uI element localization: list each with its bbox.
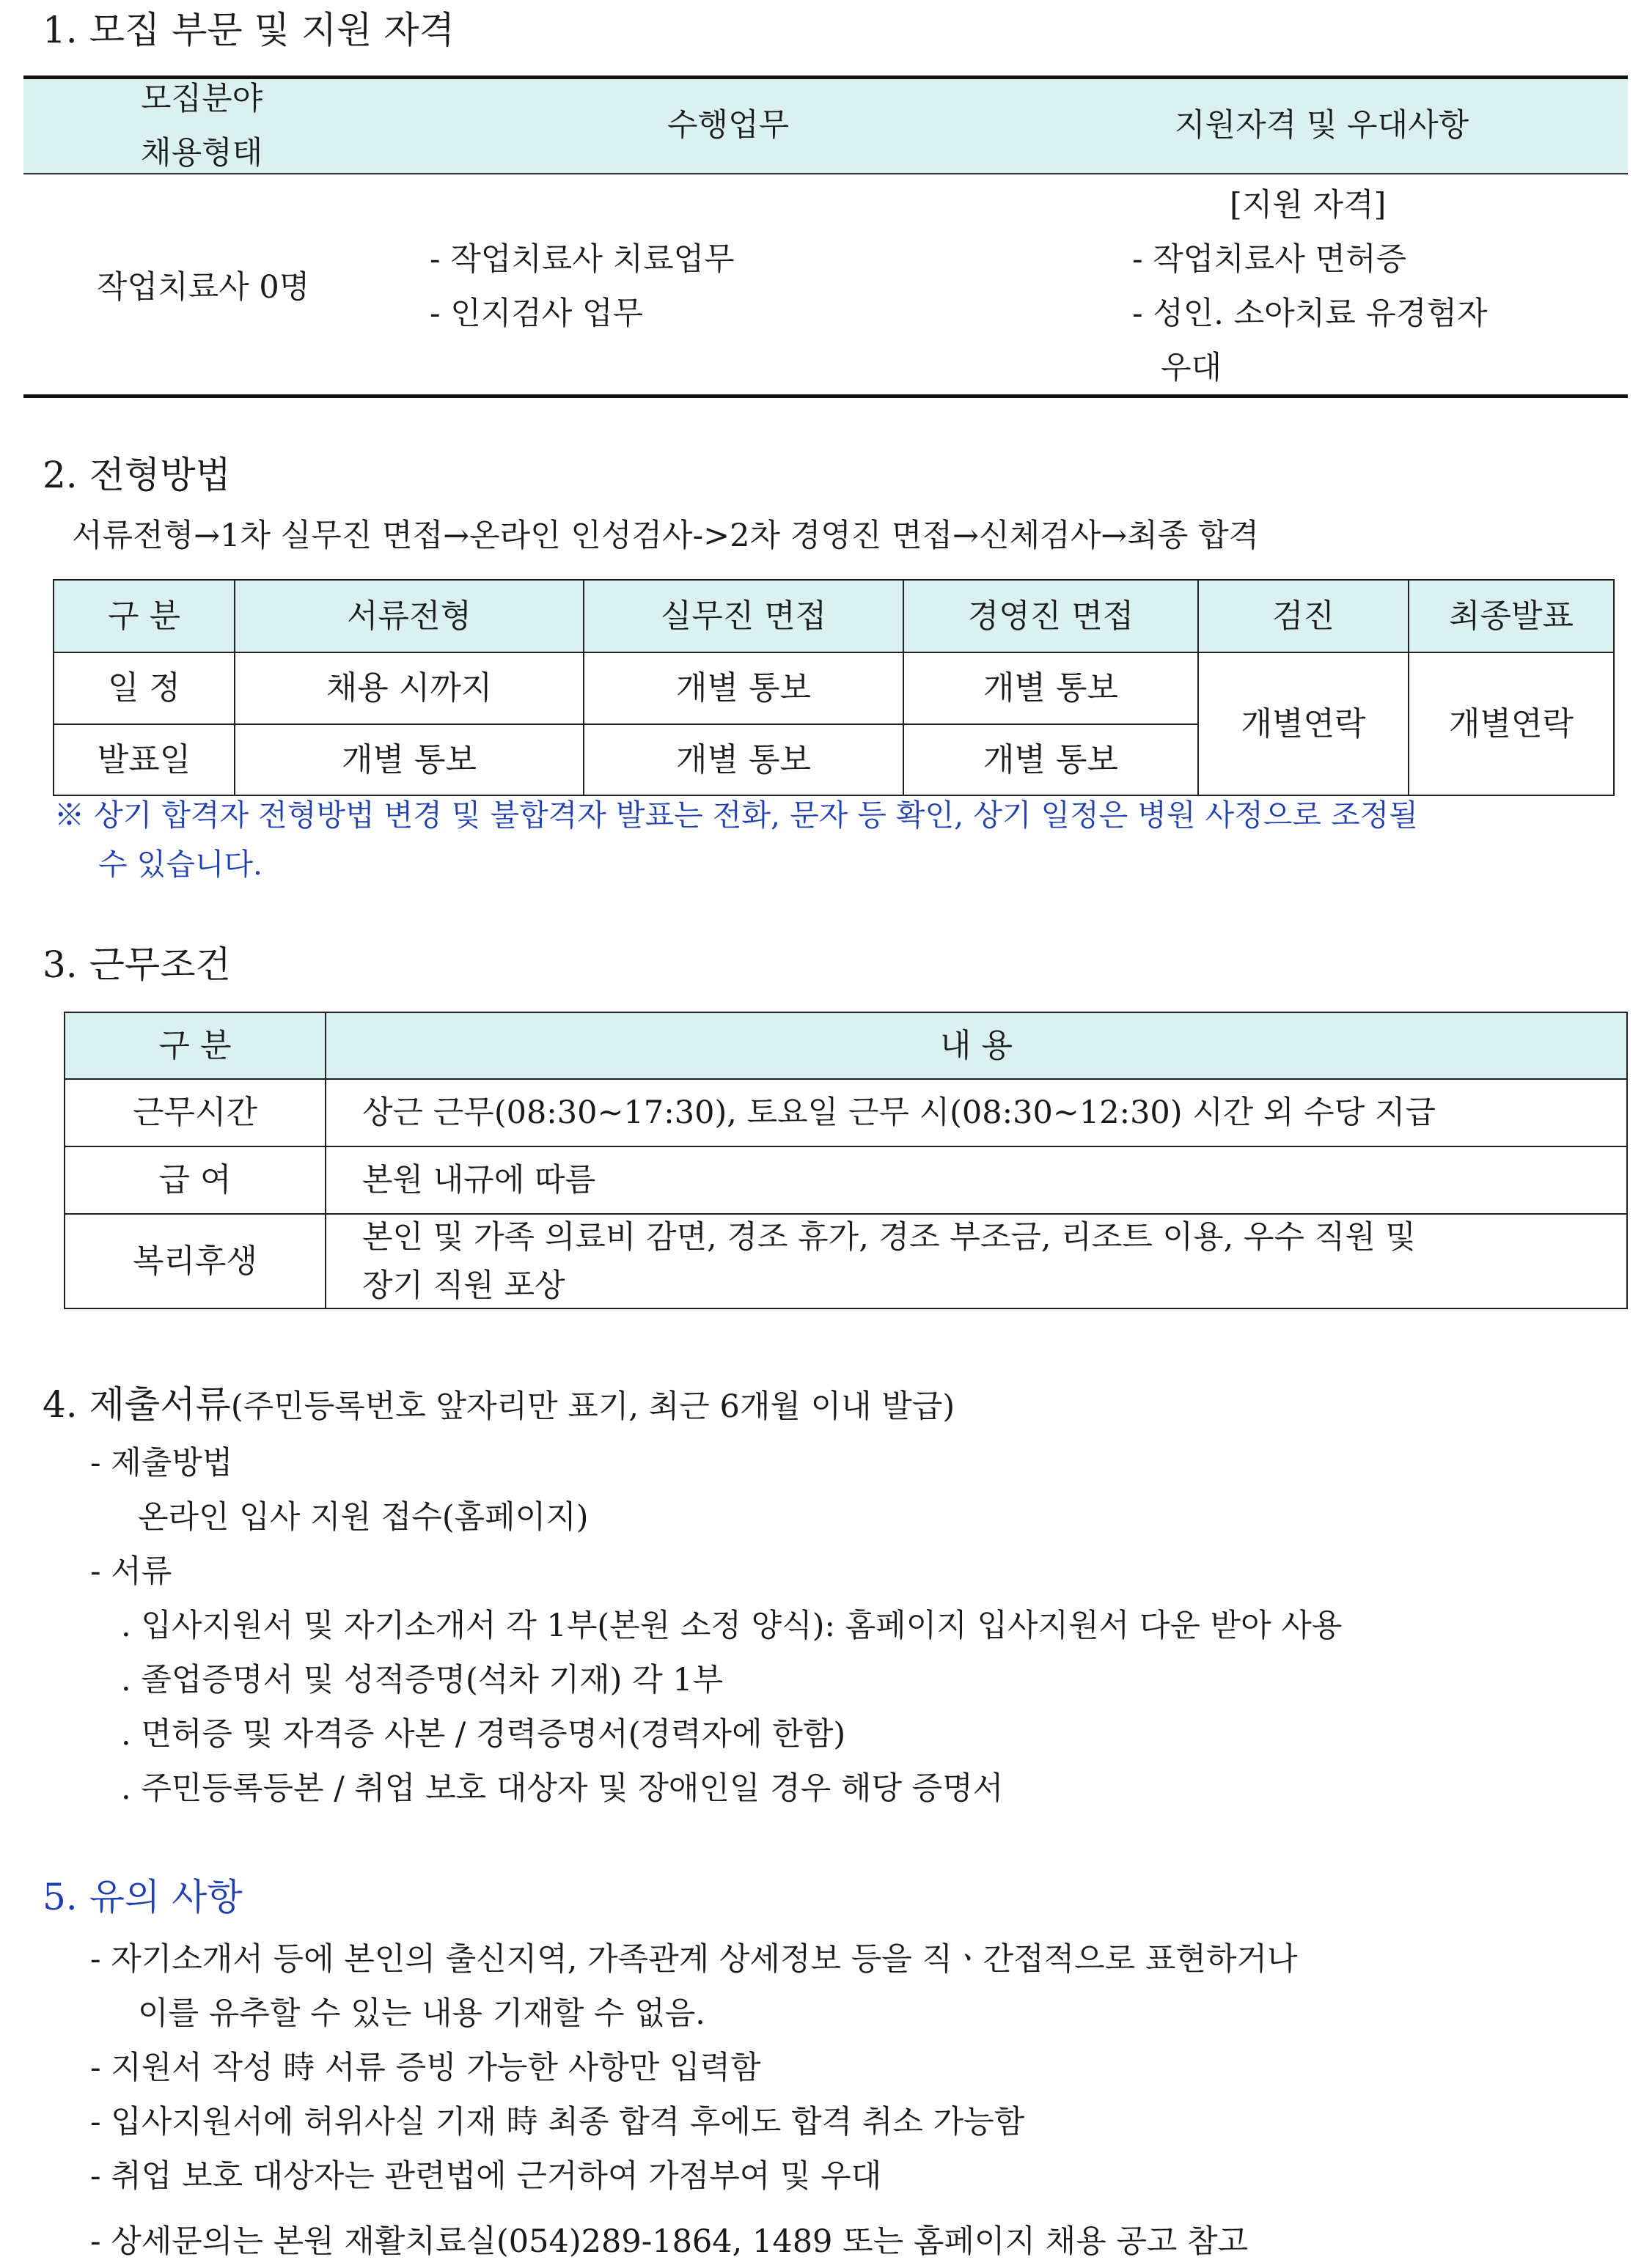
field-cell: 작업치료사 0명 bbox=[97, 269, 310, 306]
schedule-row-label: 일 정 bbox=[108, 669, 180, 707]
qualification-heading: [지원 자격] bbox=[1230, 187, 1387, 224]
section4-title-note: (주민등록번호 앞자리만 표기, 최근 6개월 이내 발급) bbox=[230, 1388, 955, 1425]
notice-item: - 지원서 작성 時 서류 증빙 가능한 사항만 입력함 bbox=[90, 2050, 761, 2086]
schedule-cell: 개별 통보 bbox=[675, 669, 811, 707]
section1-title: 1. 모집 부문 및 지원 자격 bbox=[43, 9, 455, 51]
work-conditions-table bbox=[64, 1012, 1628, 1309]
qualification-item: - 작업치료사 면허증 bbox=[1132, 241, 1407, 278]
notice-item: - 상세문의는 본원 재활치료실(054)289-1864, 1489 또는 홈페이지 채용 공고 참고 bbox=[90, 2223, 1249, 2260]
conditions-row-label: 복리후생 bbox=[132, 1242, 257, 1280]
doc-item: . 면허증 및 자격증 사본 / 경력증명서(경력자에 한함) bbox=[121, 1716, 846, 1753]
schedule-cell: 개별 통보 bbox=[983, 740, 1118, 778]
section5-title: 5. 유의 사항 bbox=[43, 1876, 243, 1918]
conditions-row-content: 본인 및 가족 의료비 감면, 경조 휴가, 경조 부조금, 리조트 이용, 우수 직원 및 bbox=[362, 1219, 1416, 1256]
schedule-cell: 채용 시까지 bbox=[326, 669, 493, 707]
schedule-header-cell: 검진 bbox=[1271, 597, 1335, 635]
conditions-row-content: 본원 내규에 따름 bbox=[362, 1162, 596, 1199]
conditions-header-cell: 내 용 bbox=[940, 1026, 1013, 1064]
notice-item: - 입사지원서에 허위사실 기재 時 최종 합격 후에도 합격 취소 가능함 bbox=[90, 2104, 1025, 2140]
notice-item: - 자기소개서 등에 본인의 출신지역, 가족관계 상세정보 등을 직ㆍ간접적으로 표현하거나 bbox=[90, 1941, 1298, 1978]
method-value: 온라인 입사 지원 접수(홈페이지) bbox=[138, 1499, 589, 1536]
schedule-table bbox=[53, 579, 1615, 796]
conditions-row-label: 근무시간 bbox=[132, 1094, 257, 1131]
table-bottom-rule bbox=[23, 394, 1628, 398]
schedule-cell: 개별 통보 bbox=[341, 740, 477, 778]
header-field-line2: 채용형태 bbox=[141, 135, 263, 172]
schedule-cell: 개별 통보 bbox=[983, 669, 1118, 707]
doc-item: . 졸업증명서 및 성적증명(석차 기재) 각 1부 bbox=[121, 1662, 724, 1698]
final-merged-cell: 개별연락 bbox=[1448, 704, 1574, 743]
notice-item: - 취업 보호 대상자는 관련법에 근거하여 가점부여 및 우대 bbox=[90, 2158, 882, 2195]
section4-heading bbox=[43, 1382, 955, 1429]
notice-item-cont: 이를 유추할 수 있는 내용 기재할 수 없음. bbox=[138, 1995, 705, 2032]
schedule-cell: 개별 통보 bbox=[675, 740, 811, 778]
schedule-row-label: 발표일 bbox=[97, 740, 191, 778]
schedule-header-cell: 구 분 bbox=[108, 597, 180, 635]
qualification-item-cont: 우대 bbox=[1161, 350, 1222, 386]
qualification-item: - 성인. 소아치료 유경험자 bbox=[1132, 295, 1488, 332]
header-qualifications: 지원자격 및 우대사항 bbox=[1175, 107, 1469, 144]
schedule-header-cell: 실무진 면접 bbox=[660, 597, 827, 635]
header-field-line1: 모집분야 bbox=[141, 81, 263, 117]
conditions-row-content-cont: 장기 직원 포상 bbox=[362, 1267, 565, 1304]
docs-label: - 서류 bbox=[90, 1553, 172, 1590]
schedule-note-cont: 수 있습니다. bbox=[98, 847, 263, 882]
schedule-note: ※ 상기 합격자 전형방법 변경 및 불합격자 발표는 전화, 문자 등 확인, 상기 일정은 병원 사정으로 조정될 bbox=[54, 798, 1418, 833]
method-label: - 제출방법 bbox=[90, 1445, 233, 1481]
duty-item: - 작업치료사 치료업무 bbox=[430, 241, 735, 278]
table-header-rule bbox=[23, 173, 1628, 174]
duty-item: - 인지검사 업무 bbox=[430, 295, 644, 332]
conditions-row-content: 상근 근무(08:30~17:30), 토요일 근무 시(08:30~12:30) 시간 외 수당 지급 bbox=[362, 1094, 1436, 1131]
header-duties: 수행업무 bbox=[667, 107, 790, 144]
selection-process: 서류전형→1차 실무진 면접→온라인 인성검사->2차 경영진 면접→신체검사→최종 합격 bbox=[72, 518, 1260, 554]
conditions-row-label: 급 여 bbox=[158, 1161, 232, 1199]
schedule-header-cell: 서류전형 bbox=[346, 597, 471, 635]
schedule-header-cell: 경영진 면접 bbox=[967, 597, 1134, 635]
section3-title: 3. 근무조건 bbox=[43, 943, 231, 986]
doc-item: . 입사지원서 및 자기소개서 각 1부(본원 소정 양식): 홈페이지 입사지원서 다운 받아 사용 bbox=[121, 1608, 1343, 1644]
checkup-merged-cell: 개별연락 bbox=[1241, 704, 1366, 743]
section2-title: 2. 전형방법 bbox=[43, 454, 231, 496]
doc-item: . 주민등록등본 / 취업 보호 대상자 및 장애인일 경우 해당 증명서 bbox=[121, 1770, 1004, 1807]
schedule-header-cell: 최종발표 bbox=[1448, 597, 1574, 635]
section4-title: 4. 제출서류 bbox=[43, 1383, 231, 1426]
conditions-header-cell: 구 분 bbox=[158, 1026, 232, 1064]
